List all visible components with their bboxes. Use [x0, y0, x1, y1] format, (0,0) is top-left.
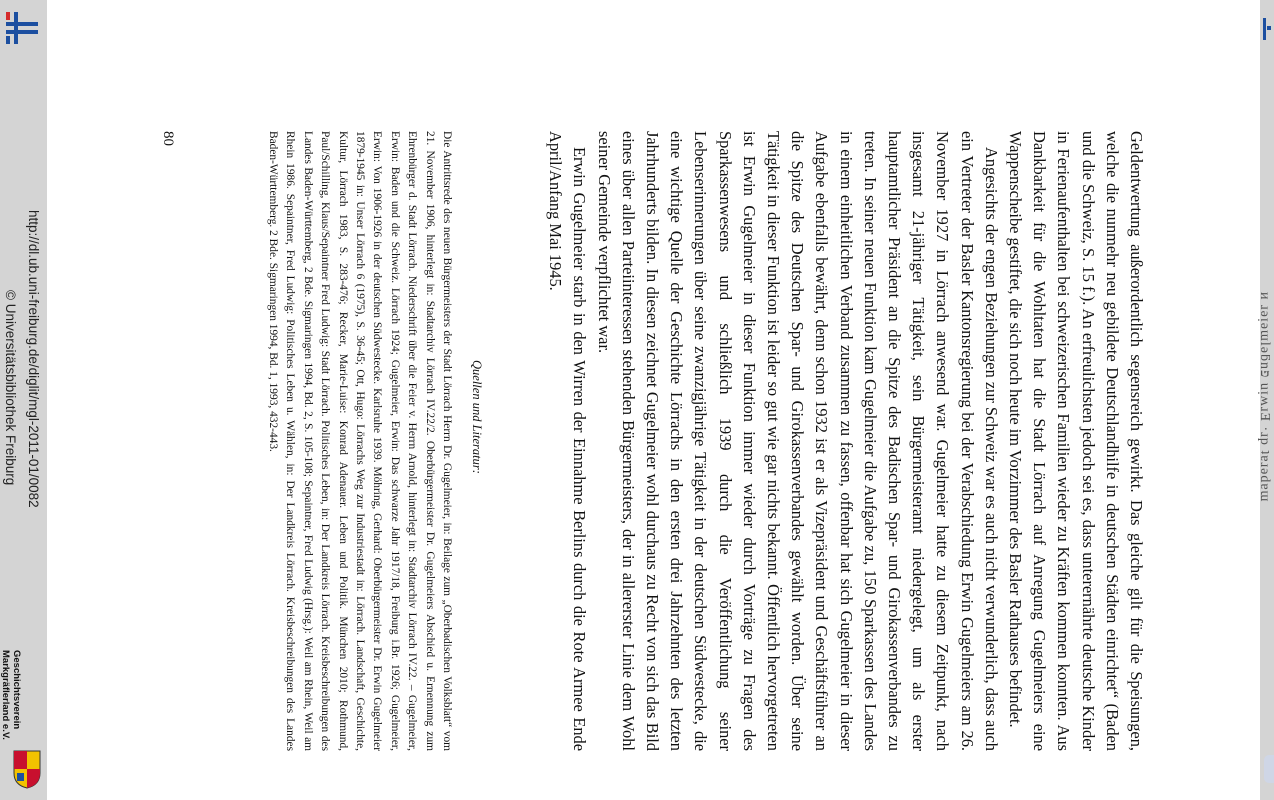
body-paragraph-1: Geldentwertung außerordentlich segensreich gewirkt. Das gleiche gilt für die Speisungen, welche die nunmehr neu gebildete Deutschlandhilfe in deutschen Städten einrichtet“ (Baden und die Schweiz, S. 15 f.). An erfreulichsten jedoch sei es, dass unterernährte deutsche Kinder in Ferienaufenthalten bei schweizerischen Familien wieder zu Kräften kommen konnten. Aus Dankbarkeit für die Wohltaten hat die Stadt Lörrach auf Anregung Gugelmeiers eine Wappenscheibe gestiftet, die sich noch heute im Vorzimmer des Basler Rathauses befindet. [1005, 131, 1146, 751]
sources-text: Die Antrittsrede des neuen Bürgermeisters der Stadt Lörrach Herrn Dr. Gugelmeier, in: Beilage zum „Oberbadischen Volksblatt“ vom 21. November 1906, hinterlegt in: Stadtarchiv Lörrach IV.22/2. Oberbürgermeister Dr. Gugelmeiers Abschied u. Ernennung zum Ehrenbürger d. Stadt Lörrach. Niederschrift über die Feier v. Herrn Arnold, hinterlegt in: Stadtarchiv Lörrach IV.22. – Gugelmeier, Erwin: Baden und die Schweiz. Lörrach 1924; Gugelmeier, Erwin: Das schwarze Jahr 1917/18, Freiburg i.Br. 1926; Gugelmeier, Erwin: Von 1906-1926 in der deutschen Südwestecke. Karlsruhe 1939. Möhring, Gerhard: Oberbürgermeister Dr. Erwin Gugelmeier 1879-1945 in: Unser Lörrach 6 (1975), S. 36-45; Ott, Hugo: Lörrachs Weg zur Industriestadt in: Lörrach. Landschaft, Geschichte, Kultur, Lörrach 1983, S. 283-476; Recker, Marie-Luise: Konrad Adenauer. Leben und Politik. München 2010; Rothmund, Paul/Schilling, Klaus/Sepaintner Fred Ludwig: Stadt Lörrach. Politisches Leben, in: Der Landkreis Lörrach. Kreisbeschreibungen des Landes Baden-Württemberg, 2 Bde. Sigmaringen 1994, Bd. 2, S. 105-108; Sepaintner, Fred Ludwig (Hrsg.): Weil am Rhein, Weil am Rhein 1986. Sepaintner, Fred Ludwig: Politisches Leben u. Wählen, in: Der Landkreis Lörrach. Kreisbeschreibungen des Landes Baden-Württemberg. 2 Bde. Sigmaringen 1994, Bd. 1, 1993, 432-443. [266, 131, 453, 751]
society-line-1: Geschichtsverein [11, 650, 22, 730]
right-edge-marker-icon [1263, 18, 1271, 40]
society-name [0, 650, 22, 740]
right-edge-badge-icon [1264, 755, 1274, 783]
body-paragraph-3: Erwin Gugelmeier starb in den Wirren der Einnahme Berlins durch die Rote Armee Ende April/Anfang Mai 1945. [546, 131, 590, 751]
top-fragment-text: ᴎ ɹǝᴉǝɯlǝƃnפ uᴉʍɹƎ ·ɹp ʇɐɹǝdɐɯ [1257, 292, 1272, 503]
society-line-2: Markgräflerland e.V. [0, 650, 11, 740]
page-number: 80 [160, 131, 176, 146]
body-paragraph-2: Angesichts der engen Beziehungen zur Schweiz war es auch nicht verwunderlich, dass auch ein Vertreter der Basler Kantonsregierung bei der Verabschiedung Erwin Gugelmeiers am 26. November 1927 in Lörrach anwesend war. Gugelmeier hatte zu diesem Zeitpunkt, nach insgesamt 21-jähriger Tätigkeit, sein Bürgermeisteramt niedergelegt, um als erster hauptamtlicher Präsident an die Spitze des Badischen Spar- und Girokassenverbandes zu treten. In seiner neuen Funktion kam Gugelmeier die Aufgabe zu, 150 Sparkassen des Landes in einem einheitlichen Verband zusammen zu fassen, offenbar hat sich Gugelmeier in dieser Aufgabe ebenfalls bewährt, denn schon 1932 ist er als Vizepräsident und Geschäftsführer an die Spitze des Deutschen Spar- und Girokassenverbandes gewählt worden. Über seine Tätigkeit in dieser Funktion ist leider so gut wie gar nichts bekannt. Öffentlich hervorgetreten ist Erwin Gugelmeier in dieser Funktion immer wieder durch Vorträge zu Fragen des Sparkassenwesens und schließlich 1939 durch die Veröffentlichung seiner Lebenserinnerungen über seine zwanzigjährige Tätigkeit in der deutschen Südwestecke, die eine wichtige Quelle der Geschichte Lörrachs in den ersten drei Jahrzehnten des letzten Jahrhunderts bilden. In diesen zeichnet Gugelmeier wohl durchaus zu Recht von sich das Bild eines über allen Parteiinteressen stehenden Bürgermeisters, der in allererster Linie dem Wohl seiner Gemeinde verpflichtet war. [594, 131, 1001, 751]
footer-copyright: © Universitätsbibliothek Freiburg [3, 290, 18, 486]
library-logo-icon [2, 8, 38, 48]
body-text-block [543, 131, 1148, 751]
footer-url-link[interactable]: http://dl.ub.uni-freiburg.de/diglit/mgl-2011-01/0082 [26, 210, 41, 508]
sources-heading: Quellen und Literatur: [470, 360, 484, 474]
society-crest-icon [12, 749, 42, 789]
